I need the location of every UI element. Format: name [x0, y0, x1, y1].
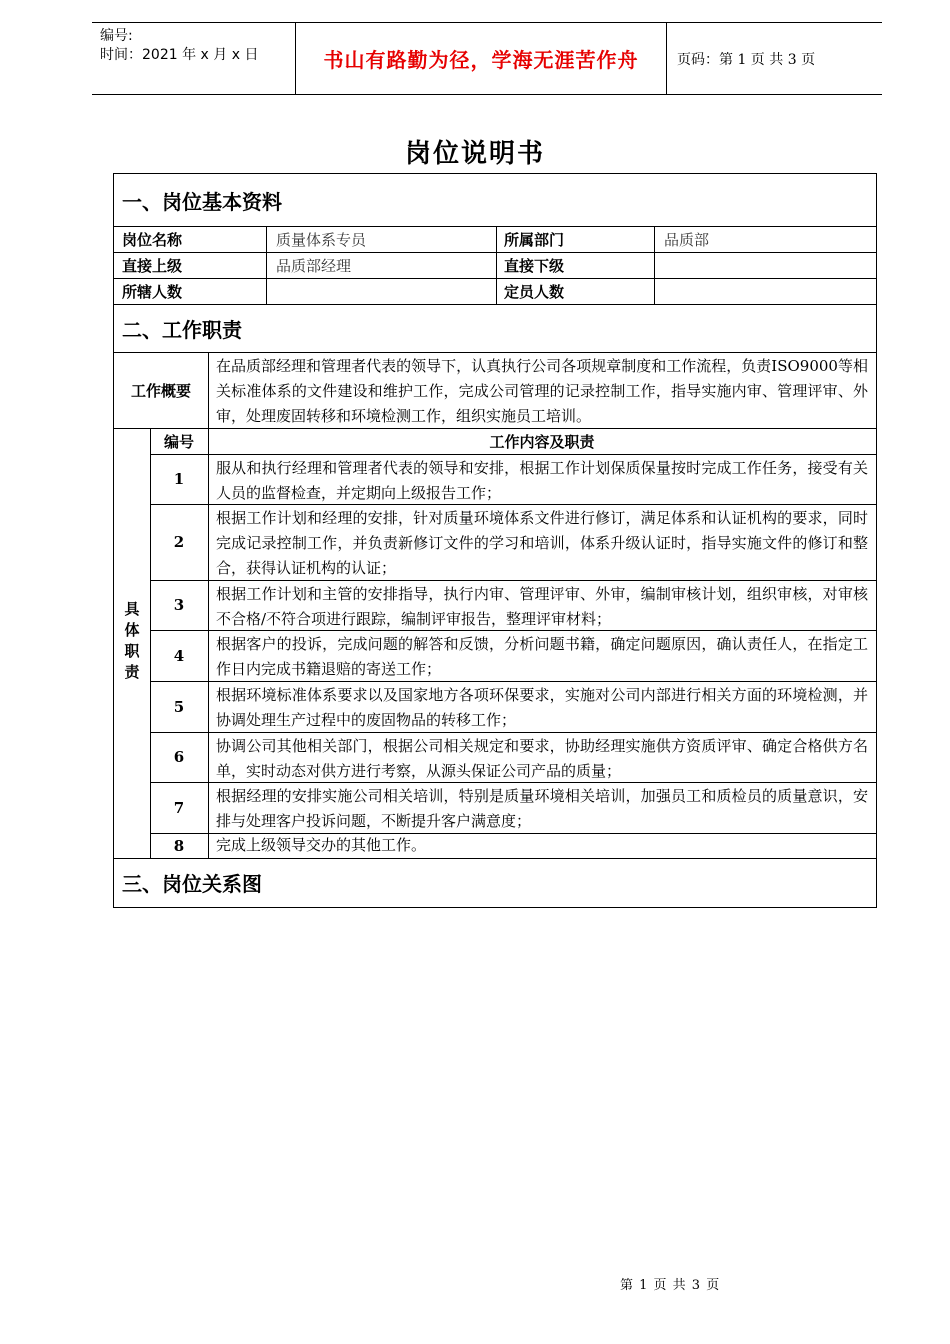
duty-number: 7 [173, 798, 185, 817]
duty-number: 1 [173, 470, 185, 488]
section2-heading: 二、工作职责 [122, 317, 242, 342]
duty-text: 根据工作计划和经理的安排，针对质量环境体系文件进行修订，满足体系和认证机构的要求，同时完成记录控制工作，并负责新修订文件的学习和培训，体系升级认证时，指导实施文件的修订和整合，获得认证机构的认证； [216, 509, 868, 577]
section1-heading: 一、岗位基本资料 [122, 189, 282, 214]
label-position-name: 岗位名称 [122, 230, 183, 249]
value-direct-subordinate [654, 252, 876, 278]
page-header [92, 22, 882, 95]
label-work-overview: 工作概要 [130, 381, 191, 400]
duty-number: 8 [173, 836, 185, 855]
label-direct-subordinate: 直接下级 [504, 256, 565, 275]
value-department: 品质部 [664, 230, 710, 249]
value-direct-superior: 品质部经理 [276, 256, 352, 275]
doc-number-label: 编号: [100, 28, 133, 44]
duty-number: 4 [173, 646, 185, 665]
duty-text: 协调公司其他相关部门，根据公司相关规定和要求，协助经理实施供方资质评审、确定合格供方名单，实时动态对供方进行考察，从源头保证公司产品的质量； [216, 737, 868, 780]
duty-text: 完成上级领导交办的其他工作。 [216, 836, 427, 854]
label-department: 所属部门 [504, 230, 565, 249]
duty-text: 根据客户的投诉，完成问题的解答和反馈，分析问题书籍，确定问题原因，确认责任人，在指定工作日内完成书籍退赔的寄送工作； [216, 635, 868, 678]
document-title: 岗位说明书 [404, 139, 545, 169]
column-header-content: 工作内容及职责 [489, 432, 595, 451]
duty-number: 2 [173, 533, 185, 551]
value-position-name: 质量体系专员 [276, 230, 367, 249]
label-specific-duties: 具体职责 [122, 601, 141, 685]
value-staff-count [266, 278, 496, 304]
duty-number: 3 [173, 596, 185, 614]
duty-number: 5 [173, 697, 185, 716]
duty-text: 根据环境标准体系要求以及国家地方各项环保要求，实施对公司内部进行相关方面的环境检测，并协调处理生产过程中的废固物品的转移工作； [216, 686, 868, 729]
label-direct-superior: 直接上级 [122, 256, 183, 275]
header-motto: 书山有路勤为径，学海无涯苦作舟 [295, 23, 667, 94]
date-label: 时间：2021 年 x 月 x 日 [100, 47, 259, 63]
work-overview-text: 在品质部经理和管理者代表的领导下，认真执行公司各项规章制度和工作流程，负责ISO9000等相关标准体系的文件建设和维护工作，完成公司管理的记录控制工作，指导实施内审、管理评审、外审，处理废固转移和环境检测工作，组织实施员工培训。 [216, 357, 868, 425]
value-headcount [654, 278, 876, 304]
duty-text: 根据经理的安排实施公司相关培训，特别是质量环境相关培训，加强员工和质检员的质量意识，安排与处理客户投诉问题，不断提升客户满意度； [216, 787, 868, 830]
job-description-form [113, 173, 877, 908]
column-header-number: 编号 [163, 432, 194, 451]
duty-text: 服从和执行经理和管理者代表的领导和安排，根据工作计划保质保量按时完成工作任务，接受有关人员的监督检查，并定期向上级报告工作； [216, 459, 868, 502]
duty-number: 6 [173, 748, 185, 766]
header-meta [100, 27, 295, 65]
label-headcount: 定员人数 [504, 282, 565, 301]
section3-heading: 三、岗位关系图 [122, 872, 262, 896]
header-page-info: 页码：第 1 页 共 3 页 [677, 51, 816, 68]
label-staff-count: 所辖人数 [122, 282, 183, 301]
page-footer: 第 1 页 共 3 页 [620, 1278, 721, 1293]
duty-text: 根据工作计划和主管的安排指导，执行内审、管理评审、外审，编制审核计划，组织审核，对审核不合格/不符合项进行跟踪，编制评审报告，整理评审材料； [216, 585, 868, 628]
